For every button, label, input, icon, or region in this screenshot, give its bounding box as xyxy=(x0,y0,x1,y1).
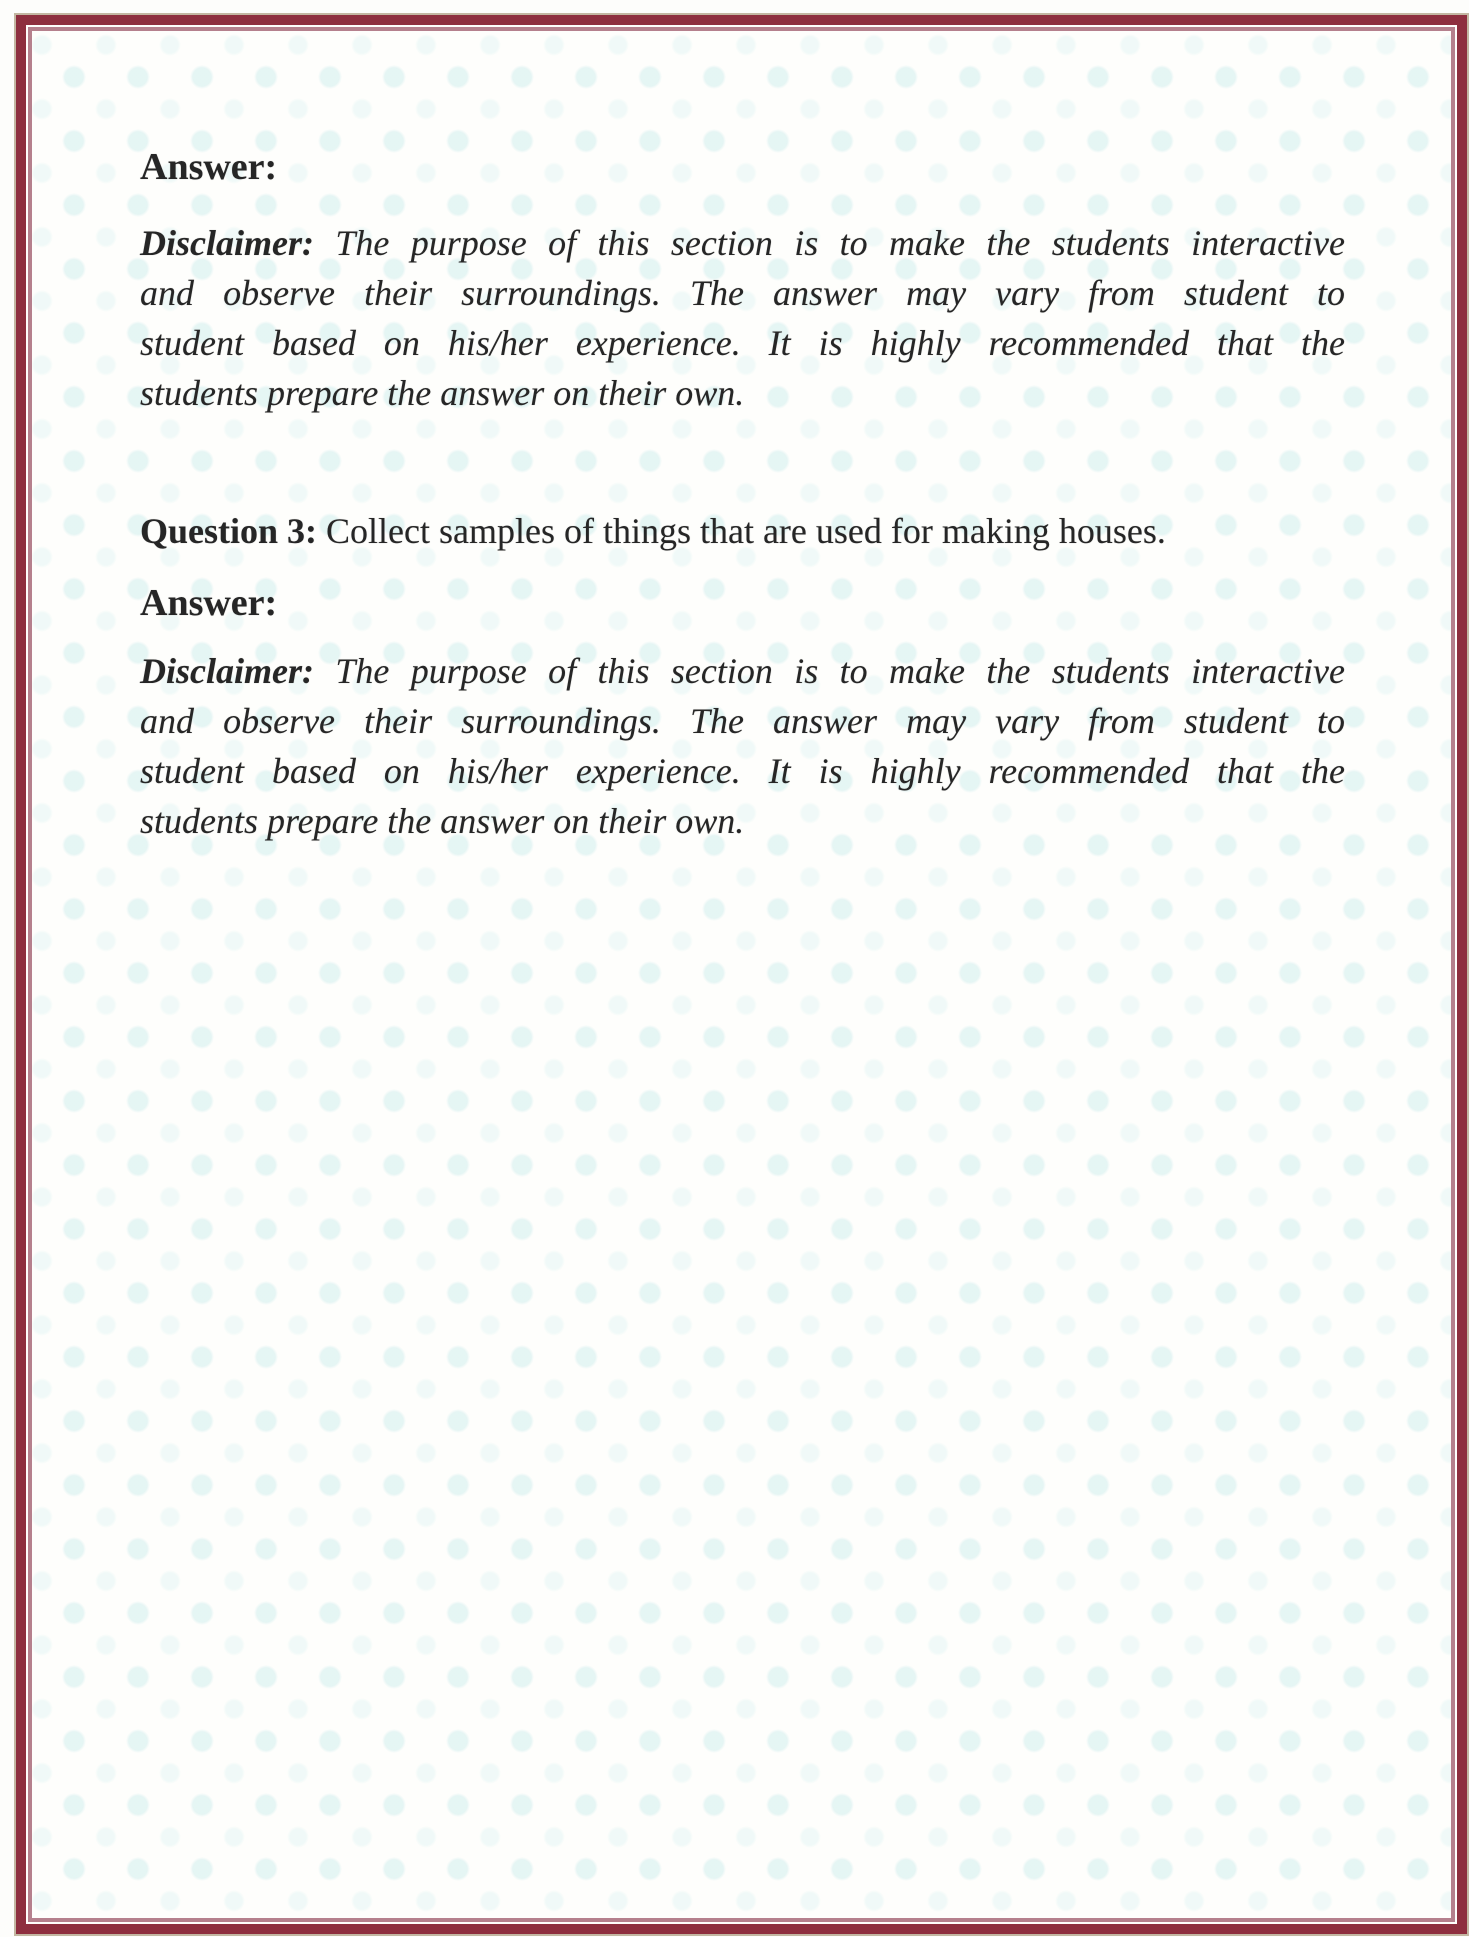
disclaimer-lead: Disclaimer: xyxy=(140,223,314,263)
disclaimer-line: student based on his/her experience. It is highly recommended that the xyxy=(140,323,1345,363)
document-content xyxy=(32,31,1451,1918)
page-frame xyxy=(16,15,1467,1934)
question-text: Collect samples of things that are used for making houses. xyxy=(326,511,1166,551)
answer-heading-2: Answer: xyxy=(140,582,278,624)
disclaimer-line-text: The purpose of this section is to make the students interactive xyxy=(335,651,1346,691)
disclaimer-line: and observe their surroundings. The answer may vary from student to xyxy=(140,701,1345,741)
disclaimer-line-text: The purpose of this section is to make the students interactive xyxy=(335,223,1346,263)
question-paragraph xyxy=(140,506,1345,556)
disclaimer-line: students prepare the answer on their own. xyxy=(140,801,745,841)
disclaimer-paragraph-1 xyxy=(140,218,1345,418)
question-lead: Question 3: xyxy=(140,511,318,551)
disclaimer-line xyxy=(140,646,1345,696)
disclaimer-line xyxy=(140,218,1345,268)
disclaimer-line: student based on his/her experience. It is highly recommended that the xyxy=(140,751,1345,791)
disclaimer-line: students prepare the answer on their own. xyxy=(140,373,745,413)
answer-heading-1: Answer: xyxy=(140,146,278,188)
inner-border xyxy=(28,27,1455,1922)
disclaimer-lead: Disclaimer: xyxy=(140,651,314,691)
disclaimer-paragraph-2 xyxy=(140,646,1345,846)
disclaimer-line: and observe their surroundings. The answer may vary from student to xyxy=(140,273,1345,313)
